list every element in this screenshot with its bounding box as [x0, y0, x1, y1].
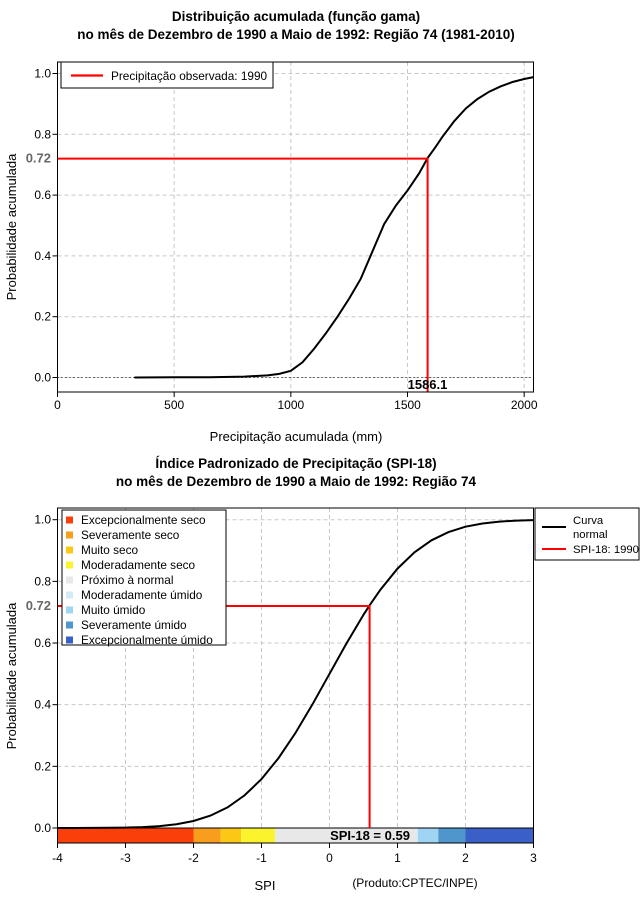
chart-title: Distribuição acumulada (função gama) — [171, 9, 421, 24]
x-tick-label: 0 — [54, 398, 61, 412]
spi-category-swatch — [66, 577, 73, 584]
x-axis-label: Precipitação acumulada (mm) — [209, 429, 383, 444]
spi-category-label: Excepcionalmente seco — [81, 513, 206, 527]
spi-1990-label: SPI-18: 1990 — [573, 544, 639, 556]
spi-value-label: SPI-18 = 0.59 — [330, 828, 410, 843]
spi-category-label: Próximo à normal — [81, 573, 174, 587]
spi-category-band — [241, 828, 275, 843]
probability-label: 0.72 — [25, 598, 51, 613]
spi-category-label: Moderadamente úmido — [81, 588, 203, 602]
chart-subtitle: no mês de Dezembro de 1990 a Maio de 1992: Região 74 (1981-2010) — [77, 27, 515, 42]
y-tick-label: 0.6 — [34, 188, 51, 203]
spi-category-swatch — [66, 607, 73, 614]
spi-category-label: Muito úmido — [81, 603, 146, 617]
spi-category-swatch — [66, 592, 73, 599]
spi-category-band — [418, 828, 438, 843]
spi-category-label: Severamente úmido — [81, 618, 187, 632]
observed-marker-line — [58, 159, 428, 392]
spi-category-swatch — [66, 637, 73, 644]
y-tick-label: 0.4 — [34, 248, 51, 263]
spi-chart — [0, 450, 640, 900]
spi-category-label: Severamente seco — [81, 528, 180, 542]
x-tick-label: 3 — [530, 851, 537, 865]
x-tick-label: -2 — [188, 851, 199, 865]
observed-value-label: 1586.1 — [407, 377, 448, 392]
gamma-cdf-curve — [135, 77, 534, 377]
spi-category-label: Moderadamente seco — [81, 558, 196, 572]
x-axis-label: SPI — [254, 878, 276, 893]
curve-layer — [135, 77, 534, 377]
spi-category-band — [194, 828, 221, 843]
spi-category-band — [58, 828, 194, 843]
spi-category-swatch — [66, 622, 73, 629]
y-axis-label: Probabilidade acumulada — [4, 602, 19, 750]
y-tick-label: 0.0 — [34, 821, 51, 835]
x-tick-label: 500 — [164, 398, 185, 412]
x-tick-label: -4 — [52, 851, 63, 865]
probability-label: 0.72 — [25, 150, 51, 166]
x-tick-label: 1500 — [394, 398, 421, 412]
spi-category-label: Muito seco — [81, 543, 139, 557]
y-tick-label: 0.8 — [34, 574, 51, 589]
legend-label: Precipitação observada: 1990 — [111, 69, 268, 83]
category-bands-layer — [58, 828, 534, 843]
x-tick-label: 1000 — [277, 398, 305, 412]
normal-curve-label-line1: Curva — [573, 515, 604, 527]
y-tick-label: 1.0 — [34, 512, 51, 527]
spi-category-swatch — [66, 532, 73, 539]
y-axis-label: Probabilidade acumulada — [4, 153, 19, 301]
spi-category-band — [438, 828, 465, 843]
y-tick-label: 0.0 — [34, 370, 51, 385]
spi-category-band — [466, 828, 534, 843]
spi-category-swatch — [66, 517, 73, 524]
credit-label: (Produto:CPTEC/INPE) — [352, 876, 478, 890]
chart-subtitle: no mês de Dezembro de 1990 a Maio de 1992: Região 74 — [115, 474, 477, 489]
spi-category-swatch — [66, 562, 73, 569]
spi-category-band — [221, 828, 241, 843]
spi-category-swatch — [66, 547, 73, 554]
marker-layer — [58, 159, 428, 392]
x-tick-label: 0 — [326, 851, 333, 865]
y-tick-label: 0.2 — [34, 759, 51, 774]
ticks-layer — [34, 67, 538, 413]
y-tick-label: 0.2 — [34, 309, 51, 324]
spi-category-label: Excepcionalmente úmido — [81, 633, 213, 647]
normal-curve-label-line2: normal — [573, 529, 608, 541]
x-tick-label: 2 — [462, 851, 469, 865]
y-tick-label: 0.6 — [34, 636, 51, 651]
y-tick-label: 1.0 — [34, 66, 51, 81]
y-tick-label: 0.4 — [34, 697, 51, 712]
y-tick-label: 0.8 — [34, 127, 51, 142]
x-tick-label: 1 — [394, 851, 401, 865]
x-tick-label: -3 — [120, 851, 131, 865]
x-tick-label: -1 — [256, 851, 267, 865]
chart-title: Índice Padronizado de Precipitação (SPI-18) — [155, 456, 437, 471]
x-tick-label: 2000 — [510, 398, 538, 412]
